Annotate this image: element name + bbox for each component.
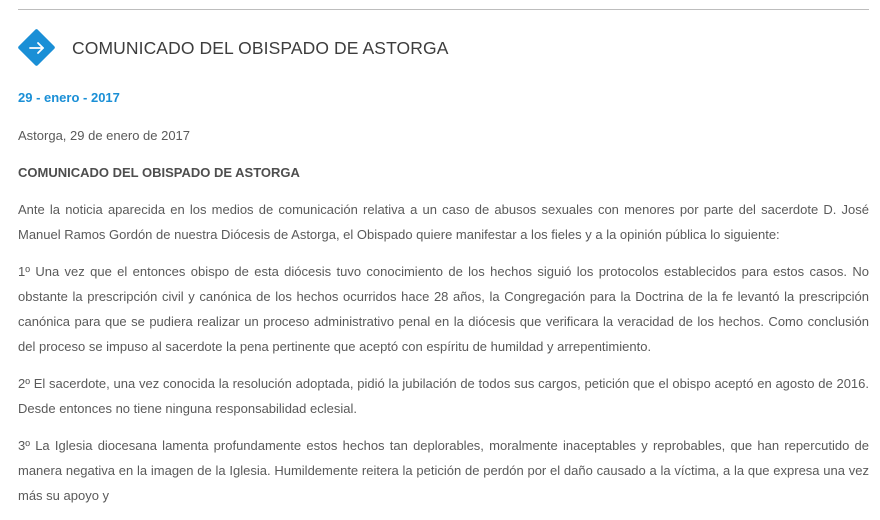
body-heading: COMUNICADO DEL OBISPADO DE ASTORGA — [18, 165, 300, 180]
article-body — [18, 123, 869, 520]
page-title: COMUNICADO DEL OBISPADO DE ASTORGA — [72, 37, 449, 58]
paragraph-3: 3º La Iglesia diocesana lamenta profundamente estos hechos tan deplorables, moralmente inaceptables y reprobables, que han repercutido de manera negativa en la imagen de la Iglesia. Humildemente reitera la petición de perdón por el daño causado a la víctima, a la que expresa una vez más su apoyo y — [18, 438, 869, 503]
arrow-right-icon — [18, 29, 56, 67]
place-date: Astorga, 29 de enero de 2017 — [18, 128, 191, 143]
paragraph-1: 1º Una vez que el entonces obispo de esta diócesis tuvo conocimiento de los hechos siguió los protocolos establecidos para estos casos. No obstante la prescripción civil y canónica de los hechos ocurridos hace 28 años, la Congregación para la Doctrina de la fe levantó la prescripción canónica para que se pudiera realizar un proceso administrativo penal en la diócesis que verificara la veracidad de los hechos. Como conclusión del proceso se impuso al sacerdote la pena pertinente que aceptó con espíritu de humildad y arrepentimiento. — [18, 264, 869, 354]
article-header — [18, 28, 448, 68]
top-divider — [18, 9, 869, 10]
date-link[interactable]: 29 - enero - 2017 — [18, 90, 120, 105]
paragraph-2: 2º El sacerdote, una vez conocida la resolución adoptada, pidió la jubilación de todos sus cargos, petición que el obispo aceptó en agosto de 2016. Desde entonces no tiene ninguna responsabilidad eclesial. — [18, 376, 869, 416]
paragraph-intro: Ante la noticia aparecida en los medios de comunicación relativa a un caso de abusos sexuales con menores por parte del sacerdote D. José Manuel Ramos Gordón de nuestra Diócesis de Astorga, el Obispado quiere manifestar a los fieles y a la opinión pública lo siguiente: — [18, 202, 869, 242]
